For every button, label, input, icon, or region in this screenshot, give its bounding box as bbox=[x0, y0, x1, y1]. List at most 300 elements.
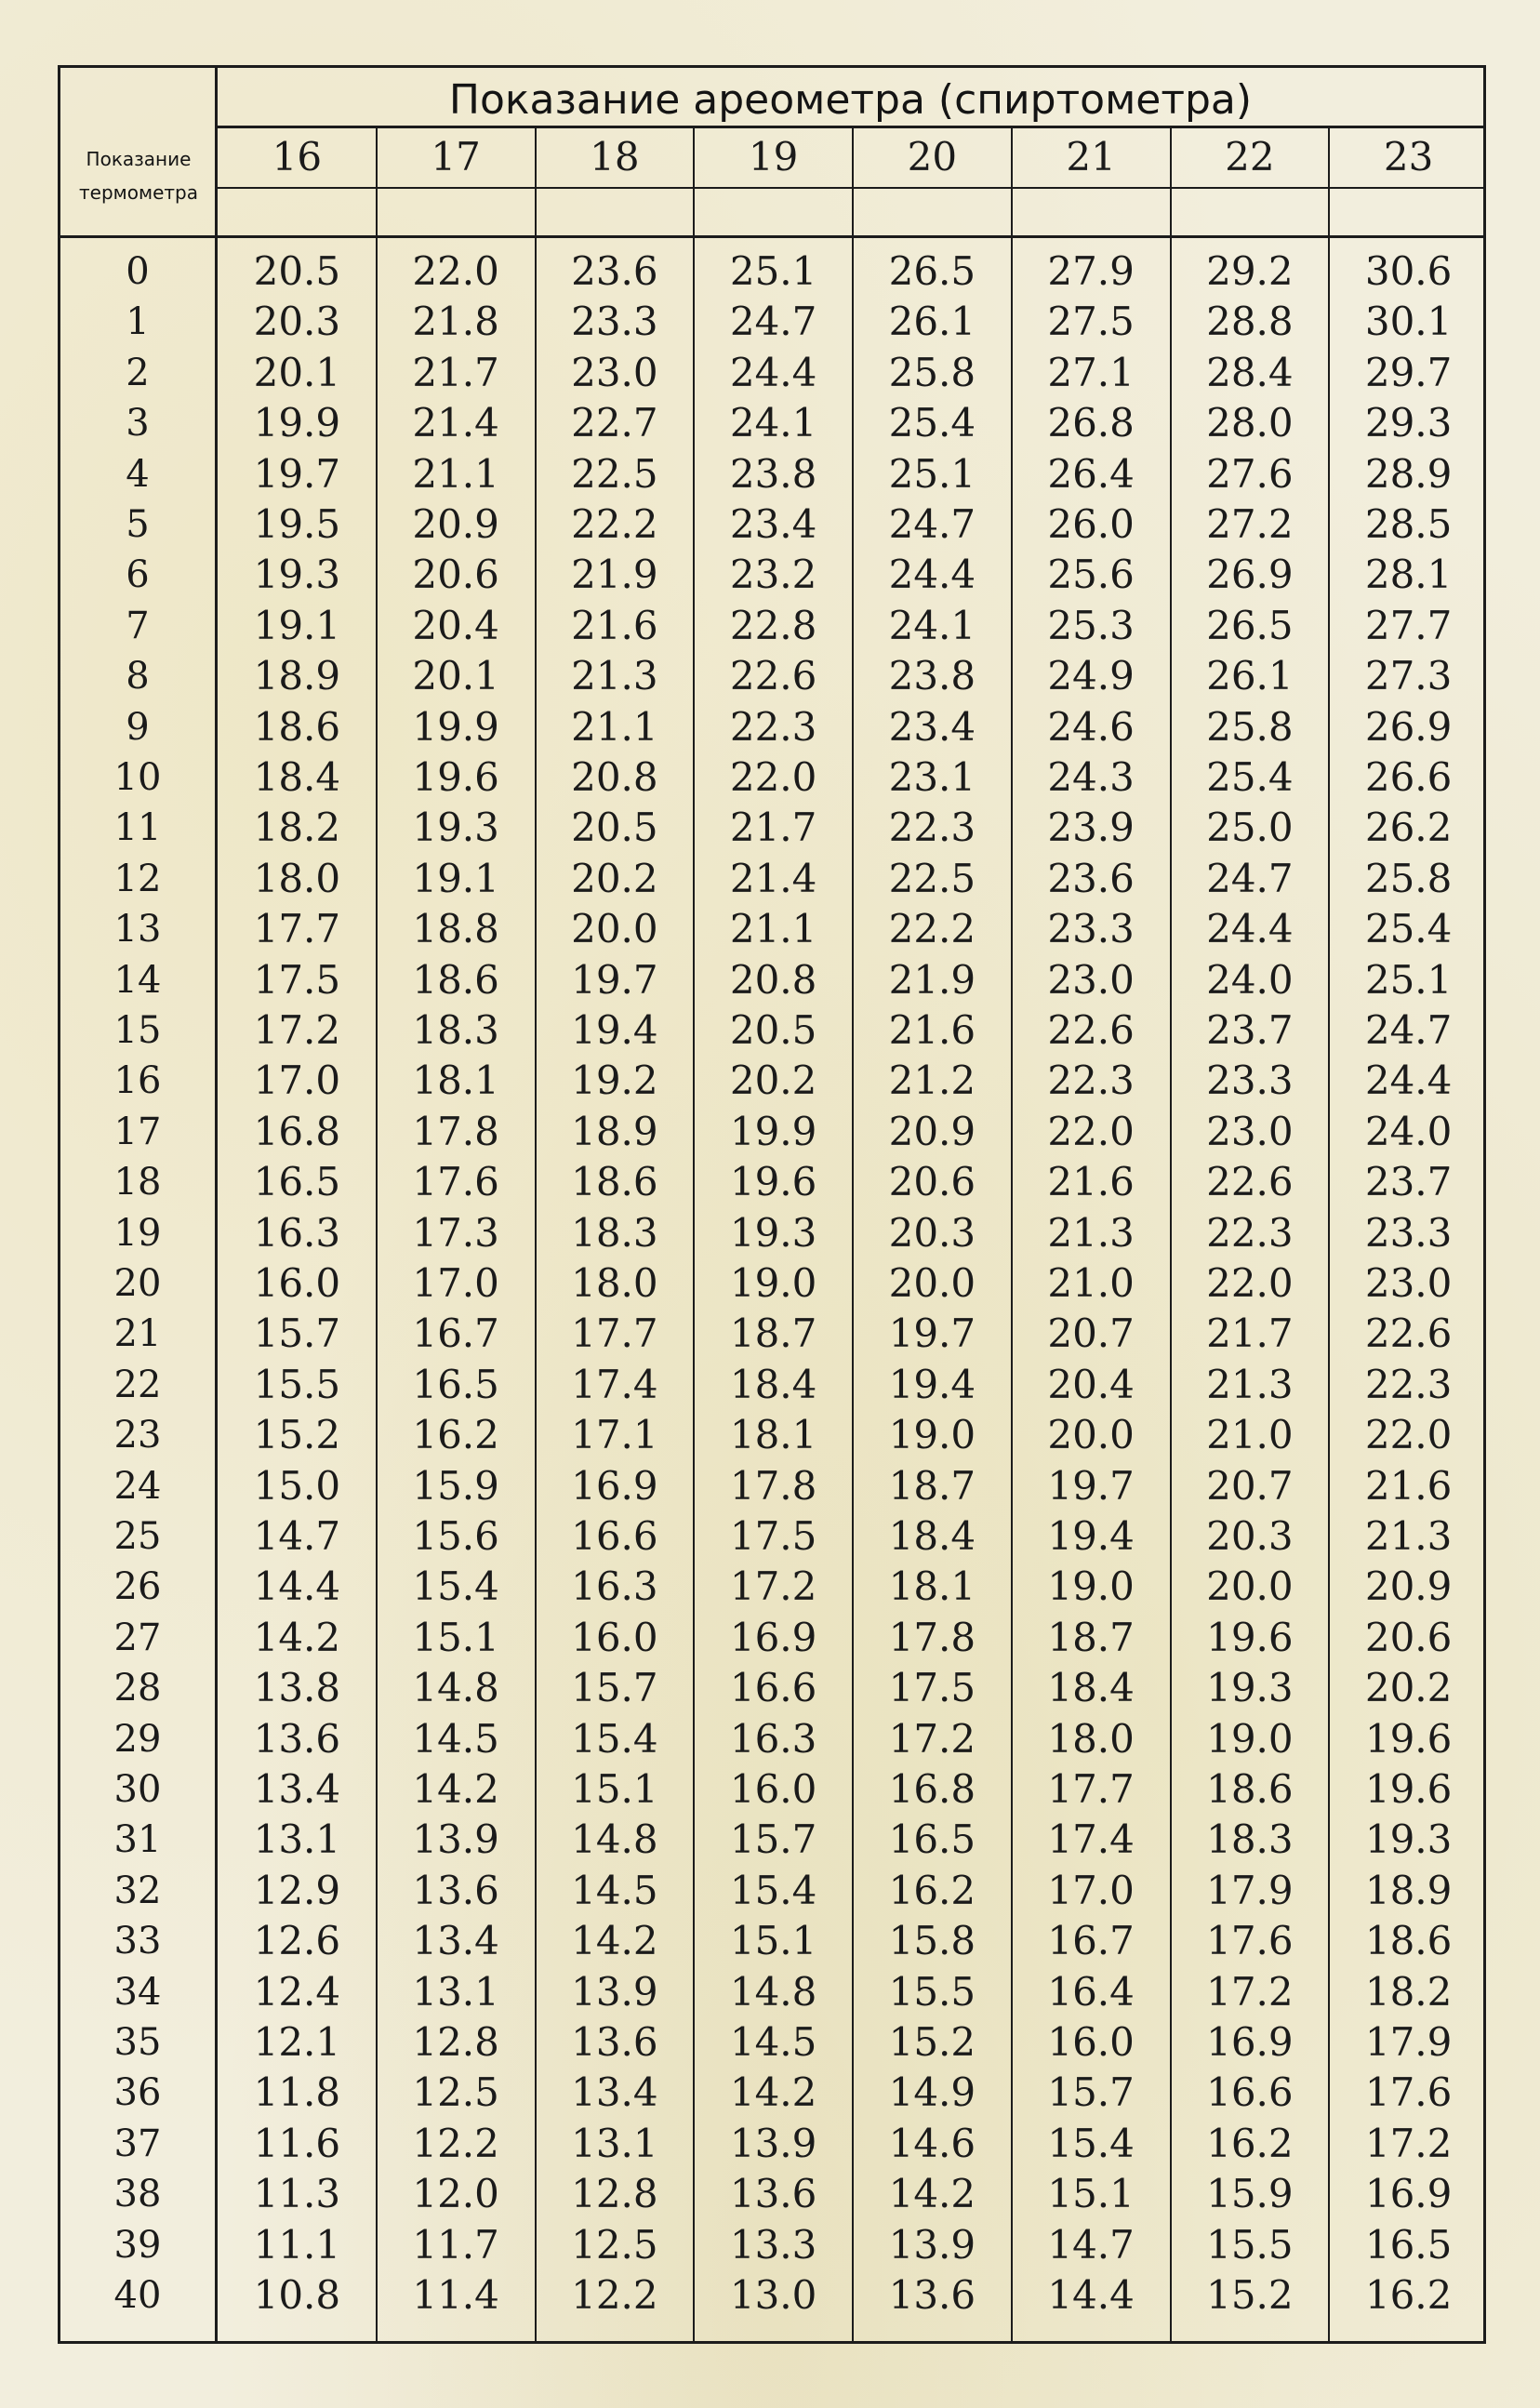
value-cell: 14.6 bbox=[888, 2120, 976, 2166]
value-cell: 23.3 bbox=[1047, 906, 1135, 952]
value-cell: 18.1 bbox=[729, 1412, 817, 1458]
value-cell: 25.8 bbox=[888, 349, 976, 395]
value-cell: 11.3 bbox=[253, 2171, 341, 2217]
value-cell: 20.9 bbox=[412, 501, 499, 547]
value-cell: 21.3 bbox=[571, 653, 658, 699]
value-cell: 29.7 bbox=[1364, 349, 1453, 395]
temperature-cell: 25 bbox=[113, 1515, 162, 1558]
value-cell: 22.0 bbox=[1206, 1260, 1294, 1306]
value-cell: 22.0 bbox=[729, 754, 817, 800]
value-cell: 12.6 bbox=[253, 1918, 341, 1964]
value-cell: 15.9 bbox=[412, 1462, 499, 1509]
value-cell: 14.4 bbox=[1047, 2272, 1135, 2318]
value-cell: 11.8 bbox=[253, 2069, 341, 2116]
value-cell: 18.6 bbox=[253, 703, 341, 750]
value-cell: 19.7 bbox=[1047, 1462, 1135, 1509]
value-cell: 20.9 bbox=[888, 1108, 976, 1154]
value-cell: 14.2 bbox=[729, 2069, 817, 2116]
value-cell: 28.1 bbox=[1364, 552, 1453, 598]
value-cell: 15.2 bbox=[888, 2019, 976, 2065]
temperature-cell: 33 bbox=[113, 1920, 162, 1963]
value-cell: 24.1 bbox=[729, 400, 817, 446]
title-underline bbox=[218, 126, 1483, 128]
value-cell: 25.1 bbox=[888, 450, 976, 497]
value-cell: 16.5 bbox=[253, 1159, 341, 1205]
value-cell: 18.8 bbox=[412, 906, 499, 952]
value-cell: 20.5 bbox=[571, 805, 658, 851]
temperature-cell: 31 bbox=[113, 1818, 162, 1862]
value-cell: 26.6 bbox=[1364, 754, 1453, 800]
value-cell: 20.2 bbox=[729, 1058, 817, 1104]
value-cell: 13.8 bbox=[253, 1665, 341, 1711]
value-cell: 30.1 bbox=[1364, 299, 1453, 345]
value-cell: 20.7 bbox=[1206, 1462, 1294, 1509]
row-header-line1: Показание bbox=[86, 148, 192, 170]
value-cell: 14.5 bbox=[571, 1867, 658, 1913]
value-cell: 22.7 bbox=[571, 400, 658, 446]
value-cell: 21.0 bbox=[1047, 1260, 1135, 1306]
temperature-cell: 9 bbox=[126, 705, 150, 749]
value-cell: 19.0 bbox=[888, 1412, 976, 1458]
temperature-cell: 0 bbox=[126, 250, 150, 293]
value-cell: 27.7 bbox=[1364, 602, 1453, 648]
value-cell: 12.1 bbox=[253, 2019, 341, 2065]
value-cell: 11.7 bbox=[412, 2221, 499, 2268]
value-cell: 18.3 bbox=[412, 1007, 499, 1053]
value-cell: 14.8 bbox=[412, 1665, 499, 1711]
value-cell: 13.3 bbox=[729, 2221, 817, 2268]
value-cell: 16.5 bbox=[412, 1361, 499, 1407]
value-cell: 17.4 bbox=[1047, 1816, 1135, 1863]
value-cell: 22.3 bbox=[888, 805, 976, 851]
value-cell: 19.2 bbox=[571, 1058, 658, 1104]
value-cell: 15.0 bbox=[253, 1462, 341, 1509]
value-cell: 22.5 bbox=[571, 450, 658, 497]
value-cell: 23.7 bbox=[1206, 1007, 1294, 1053]
value-cell: 15.2 bbox=[1206, 2272, 1294, 2318]
value-cell: 12.0 bbox=[412, 2171, 499, 2217]
value-cell: 18.4 bbox=[1047, 1665, 1135, 1711]
value-cell: 16.2 bbox=[888, 1867, 976, 1913]
column-header: 23 bbox=[1383, 134, 1434, 180]
value-cell: 17.6 bbox=[1364, 2069, 1453, 2116]
value-cell: 21.0 bbox=[1206, 1412, 1294, 1458]
value-cell: 12.5 bbox=[571, 2221, 658, 2268]
value-cell: 14.4 bbox=[253, 1563, 341, 1610]
value-cell: 15.4 bbox=[571, 1715, 658, 1762]
value-cell: 27.9 bbox=[1047, 248, 1135, 294]
temperature-cell: 32 bbox=[113, 1869, 162, 1912]
value-cell: 20.9 bbox=[1364, 1563, 1453, 1610]
value-cell: 24.4 bbox=[1364, 1058, 1453, 1104]
value-cell: 11.4 bbox=[412, 2272, 499, 2318]
value-cell: 17.7 bbox=[571, 1310, 658, 1357]
value-cell: 26.5 bbox=[1206, 602, 1294, 648]
value-cell: 20.0 bbox=[571, 906, 658, 952]
value-cell: 19.3 bbox=[729, 1209, 817, 1256]
value-cell: 18.0 bbox=[253, 855, 341, 901]
value-cell: 21.8 bbox=[412, 299, 499, 345]
value-cell: 21.1 bbox=[412, 450, 499, 497]
value-cell: 23.6 bbox=[571, 248, 658, 294]
temperature-cell: 1 bbox=[126, 300, 150, 344]
value-cell: 13.4 bbox=[571, 2069, 658, 2116]
value-cell: 17.9 bbox=[1364, 2019, 1453, 2065]
value-cell: 24.1 bbox=[888, 602, 976, 648]
temperature-cell: 37 bbox=[113, 2122, 162, 2165]
value-cell: 23.8 bbox=[888, 653, 976, 699]
value-cell: 26.2 bbox=[1364, 805, 1453, 851]
value-cell: 17.7 bbox=[253, 906, 341, 952]
value-cell: 17.1 bbox=[571, 1412, 658, 1458]
value-cell: 15.8 bbox=[888, 1918, 976, 1964]
temperature-cell: 16 bbox=[113, 1059, 162, 1103]
value-cell: 20.6 bbox=[412, 552, 499, 598]
value-cell: 14.2 bbox=[412, 1766, 499, 1812]
value-cell: 22.8 bbox=[729, 602, 817, 648]
value-cell: 18.7 bbox=[729, 1310, 817, 1357]
value-cell: 21.1 bbox=[571, 703, 658, 750]
value-cell: 18.3 bbox=[571, 1209, 658, 1256]
value-cell: 21.3 bbox=[1364, 1513, 1453, 1559]
value-cell: 19.9 bbox=[729, 1108, 817, 1154]
value-cell: 24.0 bbox=[1206, 956, 1294, 1003]
value-cell: 25.4 bbox=[1206, 754, 1294, 800]
value-cell: 20.5 bbox=[253, 248, 341, 294]
temperature-cell: 17 bbox=[113, 1110, 162, 1153]
value-cell: 26.9 bbox=[1364, 703, 1453, 750]
value-cell: 14.8 bbox=[571, 1816, 658, 1863]
value-cell: 24.7 bbox=[888, 501, 976, 547]
value-cell: 24.4 bbox=[888, 552, 976, 598]
value-cell: 27.3 bbox=[1364, 653, 1453, 699]
value-cell: 21.6 bbox=[571, 602, 658, 648]
value-cell: 18.4 bbox=[729, 1361, 817, 1407]
row-header-line2: термометра bbox=[79, 181, 198, 204]
value-cell: 20.5 bbox=[729, 1007, 817, 1053]
value-cell: 15.7 bbox=[253, 1310, 341, 1357]
temperature-cell: 36 bbox=[113, 2071, 162, 2115]
value-cell: 15.9 bbox=[1206, 2171, 1294, 2217]
value-cell: 19.3 bbox=[253, 552, 341, 598]
value-cell: 29.3 bbox=[1364, 400, 1453, 446]
value-cell: 22.6 bbox=[729, 653, 817, 699]
value-cell: 22.3 bbox=[729, 703, 817, 750]
value-cell: 23.8 bbox=[729, 450, 817, 497]
value-cell: 13.4 bbox=[412, 1918, 499, 1964]
row-header-label bbox=[64, 142, 213, 209]
value-cell: 17.0 bbox=[253, 1058, 341, 1104]
value-cell: 25.1 bbox=[729, 248, 817, 294]
value-cell: 16.9 bbox=[1364, 2171, 1453, 2217]
value-cell: 18.0 bbox=[571, 1260, 658, 1306]
value-cell: 16.3 bbox=[571, 1563, 658, 1610]
value-cell: 21.9 bbox=[888, 956, 976, 1003]
value-cell: 20.0 bbox=[1047, 1412, 1135, 1458]
value-cell: 21.7 bbox=[729, 805, 817, 851]
value-cell: 24.3 bbox=[1047, 754, 1135, 800]
value-cell: 19.6 bbox=[1364, 1766, 1453, 1812]
value-cell: 13.9 bbox=[412, 1816, 499, 1863]
temperature-cell: 21 bbox=[113, 1312, 162, 1356]
value-cell: 17.5 bbox=[729, 1513, 817, 1559]
value-cell: 18.2 bbox=[1364, 1968, 1453, 2015]
temperature-cell: 26 bbox=[113, 1565, 162, 1609]
value-cell: 27.6 bbox=[1206, 450, 1294, 497]
temperature-cell: 5 bbox=[126, 503, 150, 546]
value-cell: 25.3 bbox=[1047, 602, 1135, 648]
value-cell: 13.6 bbox=[729, 2171, 817, 2217]
value-cell: 19.6 bbox=[412, 754, 499, 800]
value-cell: 18.7 bbox=[1047, 1614, 1135, 1660]
value-cell: 17.2 bbox=[1206, 1968, 1294, 2015]
value-cell: 15.5 bbox=[888, 1968, 976, 2015]
column-header: 22 bbox=[1225, 134, 1275, 180]
value-cell: 17.4 bbox=[571, 1361, 658, 1407]
value-cell: 13.6 bbox=[253, 1715, 341, 1762]
value-cell: 23.0 bbox=[1364, 1260, 1453, 1306]
value-cell: 19.3 bbox=[1206, 1665, 1294, 1711]
value-cell: 28.4 bbox=[1206, 349, 1294, 395]
value-cell: 26.4 bbox=[1047, 450, 1135, 497]
value-cell: 17.8 bbox=[412, 1108, 499, 1154]
value-cell: 16.2 bbox=[1364, 2272, 1453, 2318]
value-cell: 25.4 bbox=[888, 400, 976, 446]
value-cell: 19.1 bbox=[412, 855, 499, 901]
temperature-cell: 22 bbox=[113, 1363, 162, 1406]
value-cell: 20.3 bbox=[253, 299, 341, 345]
temperature-cell: 2 bbox=[126, 351, 150, 394]
value-cell: 20.1 bbox=[253, 349, 341, 395]
value-cell: 18.1 bbox=[412, 1058, 499, 1104]
value-cell: 25.8 bbox=[1206, 703, 1294, 750]
value-cell: 13.1 bbox=[253, 1816, 341, 1863]
value-cell: 18.2 bbox=[253, 805, 341, 851]
column-header: 18 bbox=[590, 134, 640, 180]
value-cell: 14.7 bbox=[1047, 2221, 1135, 2268]
value-cell: 21.4 bbox=[729, 855, 817, 901]
value-cell: 23.6 bbox=[1047, 855, 1135, 901]
value-cell: 16.7 bbox=[412, 1310, 499, 1357]
value-cell: 16.0 bbox=[253, 1260, 341, 1306]
value-cell: 17.5 bbox=[253, 956, 341, 1003]
value-cell: 23.3 bbox=[571, 299, 658, 345]
value-cell: 20.4 bbox=[1047, 1361, 1135, 1407]
value-cell: 15.2 bbox=[253, 1412, 341, 1458]
value-cell: 19.6 bbox=[729, 1159, 817, 1205]
value-cell: 22.6 bbox=[1047, 1007, 1135, 1053]
value-cell: 20.2 bbox=[571, 855, 658, 901]
value-cell: 16.9 bbox=[571, 1462, 658, 1509]
value-cell: 26.9 bbox=[1206, 552, 1294, 598]
value-cell: 23.9 bbox=[1047, 805, 1135, 851]
value-cell: 24.7 bbox=[1206, 855, 1294, 901]
value-cell: 28.5 bbox=[1364, 501, 1453, 547]
value-cell: 13.0 bbox=[729, 2272, 817, 2318]
value-cell: 16.6 bbox=[1206, 2069, 1294, 2116]
value-cell: 24.7 bbox=[729, 299, 817, 345]
value-cell: 20.4 bbox=[412, 602, 499, 648]
value-cell: 18.6 bbox=[571, 1159, 658, 1205]
value-cell: 20.2 bbox=[1364, 1665, 1453, 1711]
value-cell: 22.3 bbox=[1206, 1209, 1294, 1256]
value-cell: 20.0 bbox=[888, 1260, 976, 1306]
value-cell: 22.6 bbox=[1206, 1159, 1294, 1205]
value-cell: 21.9 bbox=[571, 552, 658, 598]
value-cell: 12.2 bbox=[571, 2272, 658, 2318]
value-cell: 24.0 bbox=[1364, 1108, 1453, 1154]
value-cell: 13.4 bbox=[253, 1766, 341, 1812]
value-cell: 21.6 bbox=[1364, 1462, 1453, 1509]
value-cell: 25.6 bbox=[1047, 552, 1135, 598]
value-cell: 17.9 bbox=[1206, 1867, 1294, 1913]
value-cell: 21.2 bbox=[888, 1058, 976, 1104]
header-divider bbox=[60, 235, 1483, 238]
value-cell: 21.1 bbox=[729, 906, 817, 952]
value-cell: 16.2 bbox=[1206, 2120, 1294, 2166]
value-cell: 17.6 bbox=[412, 1159, 499, 1205]
temperature-cell: 3 bbox=[126, 402, 150, 446]
value-cell: 16.9 bbox=[1206, 2019, 1294, 2065]
header-sub-line bbox=[218, 187, 1483, 189]
value-cell: 13.1 bbox=[412, 1968, 499, 2015]
value-cell: 17.2 bbox=[253, 1007, 341, 1053]
temperature-cell: 34 bbox=[113, 1970, 162, 2014]
value-cell: 22.3 bbox=[1364, 1361, 1453, 1407]
value-cell: 11.1 bbox=[253, 2221, 341, 2268]
temperature-cell: 24 bbox=[113, 1464, 162, 1508]
temperature-cell: 14 bbox=[113, 958, 162, 1002]
value-cell: 15.7 bbox=[571, 1665, 658, 1711]
value-cell: 13.9 bbox=[888, 2221, 976, 2268]
value-cell: 17.8 bbox=[729, 1462, 817, 1509]
value-cell: 27.2 bbox=[1206, 501, 1294, 547]
value-cell: 17.0 bbox=[1047, 1867, 1135, 1913]
value-cell: 15.1 bbox=[571, 1766, 658, 1812]
value-cell: 16.6 bbox=[571, 1513, 658, 1559]
value-cell: 22.6 bbox=[1364, 1310, 1453, 1357]
value-cell: 27.1 bbox=[1047, 349, 1135, 395]
temperature-cell: 40 bbox=[113, 2274, 162, 2317]
value-cell: 15.1 bbox=[1047, 2171, 1135, 2217]
temperature-cell: 38 bbox=[113, 2173, 162, 2216]
temperature-cell: 13 bbox=[113, 908, 162, 951]
value-cell: 12.2 bbox=[412, 2120, 499, 2166]
value-cell: 19.0 bbox=[729, 1260, 817, 1306]
value-cell: 21.3 bbox=[1047, 1209, 1135, 1256]
value-cell: 12.8 bbox=[571, 2171, 658, 2217]
value-cell: 22.0 bbox=[1364, 1412, 1453, 1458]
value-cell: 11.6 bbox=[253, 2120, 341, 2166]
value-cell: 23.0 bbox=[571, 349, 658, 395]
value-cell: 18.6 bbox=[412, 956, 499, 1003]
value-cell: 13.9 bbox=[729, 2120, 817, 2166]
value-cell: 18.0 bbox=[1047, 1715, 1135, 1762]
value-cell: 17.6 bbox=[1206, 1918, 1294, 1964]
value-cell: 17.7 bbox=[1047, 1766, 1135, 1812]
value-cell: 24.9 bbox=[1047, 653, 1135, 699]
value-cell: 24.4 bbox=[729, 349, 817, 395]
value-cell: 25.8 bbox=[1364, 855, 1453, 901]
value-cell: 14.8 bbox=[729, 1968, 817, 2015]
value-cell: 20.6 bbox=[1364, 1614, 1453, 1660]
value-cell: 22.2 bbox=[888, 906, 976, 952]
value-cell: 19.7 bbox=[253, 450, 341, 497]
value-cell: 18.7 bbox=[888, 1462, 976, 1509]
value-cell: 18.1 bbox=[888, 1563, 976, 1610]
temperature-cell: 10 bbox=[113, 756, 162, 799]
temperature-cell: 39 bbox=[113, 2223, 162, 2267]
value-cell: 28.9 bbox=[1364, 450, 1453, 497]
column-header: 21 bbox=[1066, 134, 1116, 180]
temperature-cell: 7 bbox=[126, 604, 150, 647]
value-cell: 13.6 bbox=[571, 2019, 658, 2065]
value-cell: 30.6 bbox=[1364, 248, 1453, 294]
value-cell: 20.3 bbox=[1206, 1513, 1294, 1559]
value-cell: 16.0 bbox=[571, 1614, 658, 1660]
value-cell: 14.5 bbox=[729, 2019, 817, 2065]
value-cell: 16.8 bbox=[253, 1108, 341, 1154]
value-cell: 22.0 bbox=[1047, 1108, 1135, 1154]
table-title: Показание ареометра (спиртометра) bbox=[448, 76, 1253, 124]
value-cell: 15.7 bbox=[729, 1816, 817, 1863]
value-cell: 16.5 bbox=[888, 1816, 976, 1863]
temperature-cell: 6 bbox=[126, 553, 150, 597]
value-cell: 21.7 bbox=[412, 349, 499, 395]
value-cell: 20.7 bbox=[1047, 1310, 1135, 1357]
temperature-cell: 28 bbox=[113, 1667, 162, 1710]
value-cell: 23.0 bbox=[1047, 956, 1135, 1003]
value-cell: 15.7 bbox=[1047, 2069, 1135, 2116]
value-cell: 16.0 bbox=[729, 1766, 817, 1812]
value-cell: 19.0 bbox=[1047, 1563, 1135, 1610]
value-cell: 24.7 bbox=[1364, 1007, 1453, 1053]
value-cell: 22.2 bbox=[571, 501, 658, 547]
value-cell: 17.3 bbox=[412, 1209, 499, 1256]
value-cell: 22.5 bbox=[888, 855, 976, 901]
temperature-cell: 20 bbox=[113, 1262, 162, 1305]
value-cell: 16.7 bbox=[1047, 1918, 1135, 1964]
value-cell: 13.1 bbox=[571, 2120, 658, 2166]
value-cell: 15.4 bbox=[729, 1867, 817, 1913]
value-cell: 19.4 bbox=[888, 1361, 976, 1407]
value-cell: 12.9 bbox=[253, 1867, 341, 1913]
value-cell: 13.9 bbox=[571, 1968, 658, 2015]
value-cell: 17.2 bbox=[888, 1715, 976, 1762]
value-cell: 18.6 bbox=[1206, 1766, 1294, 1812]
value-cell: 12.5 bbox=[412, 2069, 499, 2116]
value-cell: 14.2 bbox=[253, 1614, 341, 1660]
value-cell: 29.2 bbox=[1206, 248, 1294, 294]
value-cell: 16.5 bbox=[1364, 2221, 1453, 2268]
value-cell: 15.6 bbox=[412, 1513, 499, 1559]
value-cell: 25.4 bbox=[1364, 906, 1453, 952]
temperature-cell: 11 bbox=[113, 806, 162, 850]
column-header: 17 bbox=[431, 134, 481, 180]
value-cell: 19.4 bbox=[571, 1007, 658, 1053]
value-cell: 18.9 bbox=[253, 653, 341, 699]
value-cell: 26.1 bbox=[1206, 653, 1294, 699]
value-cell: 17.2 bbox=[1364, 2120, 1453, 2166]
temperature-cell: 4 bbox=[126, 452, 150, 496]
value-cell: 24.6 bbox=[1047, 703, 1135, 750]
temperature-cell: 15 bbox=[113, 1009, 162, 1052]
value-cell: 16.9 bbox=[729, 1614, 817, 1660]
value-cell: 26.8 bbox=[1047, 400, 1135, 446]
value-cell: 16.0 bbox=[1047, 2019, 1135, 2065]
value-cell: 28.0 bbox=[1206, 400, 1294, 446]
value-cell: 15.4 bbox=[1047, 2120, 1135, 2166]
